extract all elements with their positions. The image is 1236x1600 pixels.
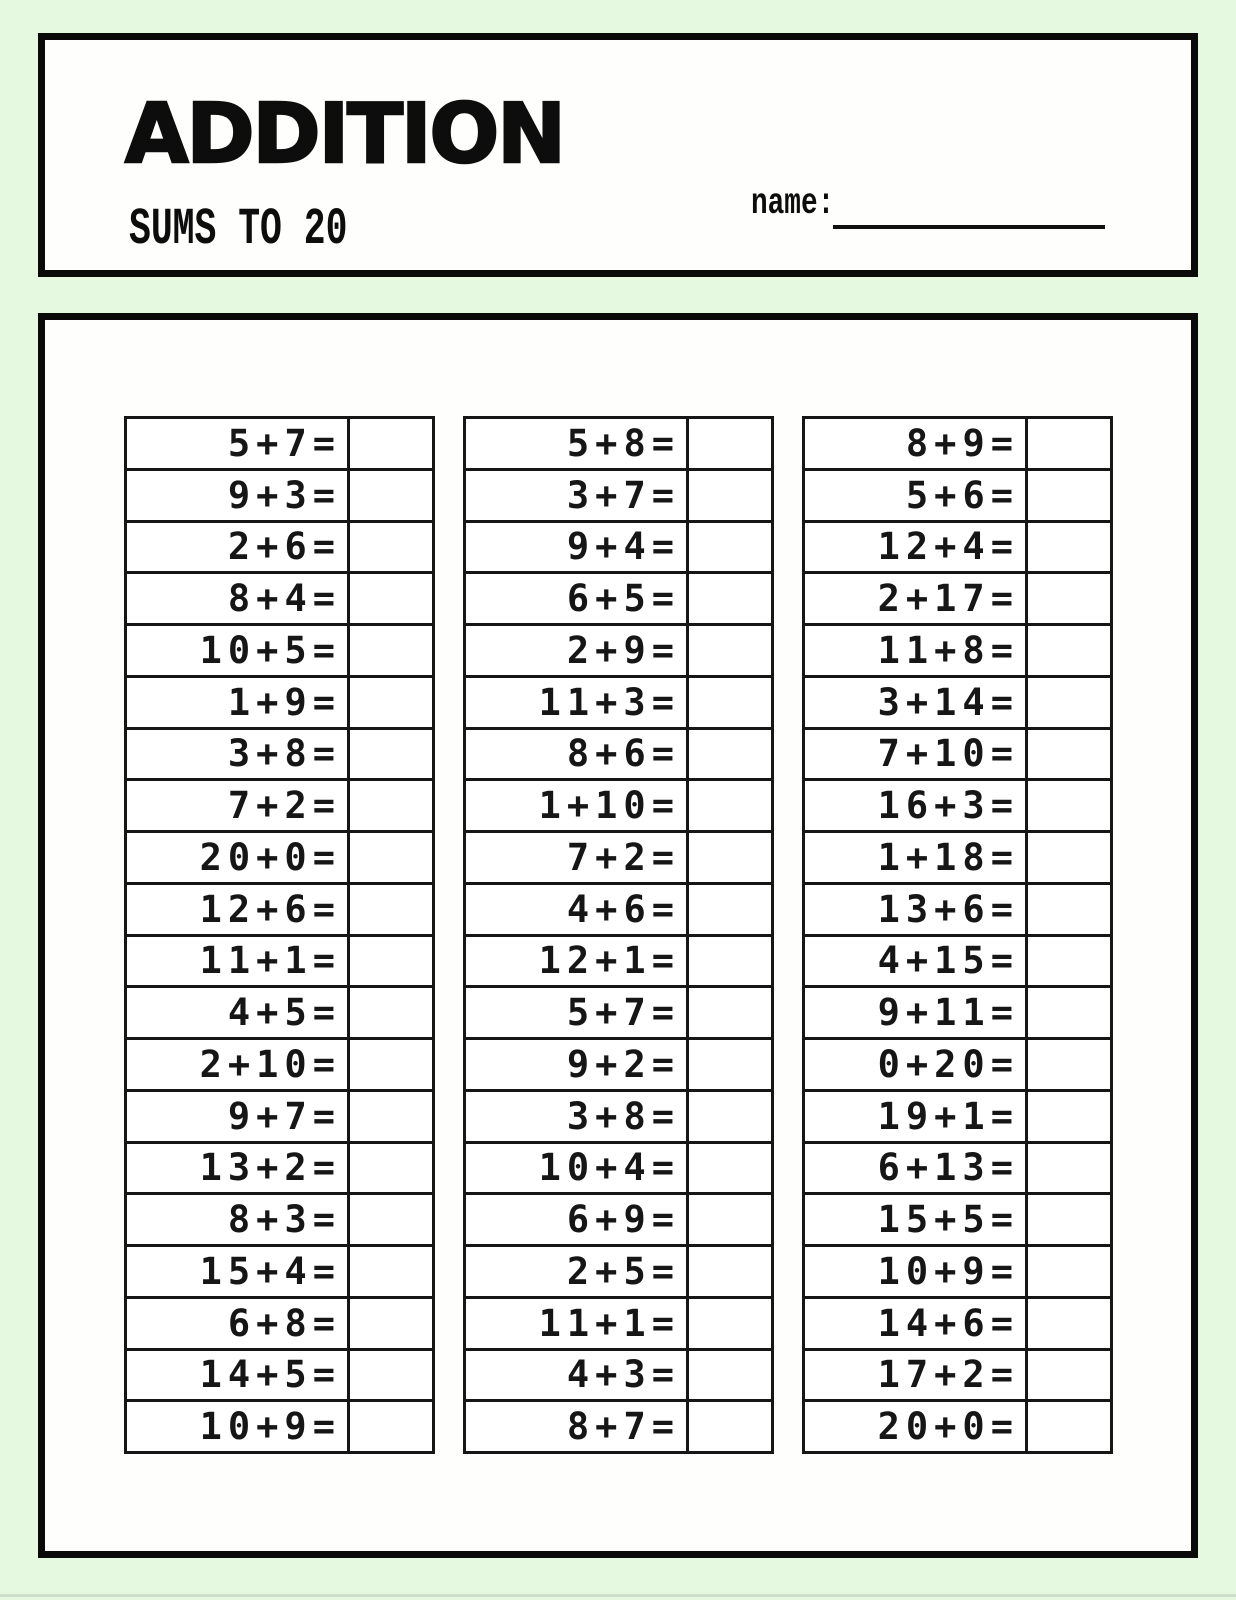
answer-cell[interactable] <box>689 1144 771 1193</box>
problem-text: 12+1= <box>466 937 689 986</box>
problem-row <box>805 678 1110 730</box>
answer-cell[interactable] <box>689 678 771 727</box>
answer-cell[interactable] <box>1028 1092 1110 1141</box>
problem-text: 10+9= <box>805 1247 1028 1296</box>
answer-cell[interactable] <box>1028 1247 1110 1296</box>
problem-row <box>127 988 432 1040</box>
problem-text: 16+3= <box>805 781 1028 830</box>
answer-cell[interactable] <box>689 523 771 572</box>
problem-text: 8+4= <box>127 574 350 623</box>
problem-row <box>466 1402 771 1451</box>
problem-text: 2+10= <box>127 1040 350 1089</box>
problem-text: 6+8= <box>127 1299 350 1348</box>
problem-text: 7+10= <box>805 730 1028 779</box>
answer-cell[interactable] <box>350 988 432 1037</box>
problem-table-2 <box>463 416 774 1454</box>
problem-row <box>127 471 432 523</box>
answer-cell[interactable] <box>350 1351 432 1400</box>
answer-cell[interactable] <box>689 419 771 468</box>
answer-cell[interactable] <box>1028 574 1110 623</box>
answer-cell[interactable] <box>1028 678 1110 727</box>
problem-text: 12+4= <box>805 523 1028 572</box>
answer-cell[interactable] <box>350 885 432 934</box>
problem-row <box>466 1144 771 1196</box>
answer-cell[interactable] <box>689 626 771 675</box>
answer-cell[interactable] <box>689 730 771 779</box>
problem-row <box>466 471 771 523</box>
answer-cell[interactable] <box>689 1092 771 1141</box>
problem-text: 9+3= <box>127 471 350 520</box>
problem-text: 1+18= <box>805 833 1028 882</box>
answer-cell[interactable] <box>350 471 432 520</box>
problem-row <box>805 1092 1110 1144</box>
problem-text: 15+4= <box>127 1247 350 1296</box>
problem-text: 6+13= <box>805 1144 1028 1193</box>
answer-cell[interactable] <box>350 626 432 675</box>
problem-text: 0+20= <box>805 1040 1028 1089</box>
problem-text: 11+1= <box>127 937 350 986</box>
answer-cell[interactable] <box>350 1092 432 1141</box>
problem-row <box>466 574 771 626</box>
problem-text: 2+5= <box>466 1247 689 1296</box>
problem-text: 5+7= <box>127 419 350 468</box>
problem-row <box>466 781 771 833</box>
answer-cell[interactable] <box>1028 937 1110 986</box>
problem-row <box>127 1247 432 1299</box>
problem-row <box>127 1040 432 1092</box>
answer-cell[interactable] <box>350 523 432 572</box>
problem-row <box>466 523 771 575</box>
answer-cell[interactable] <box>689 937 771 986</box>
problem-row <box>127 937 432 989</box>
answer-cell[interactable] <box>350 730 432 779</box>
problem-text: 20+0= <box>805 1402 1028 1451</box>
problem-text: 8+9= <box>805 419 1028 468</box>
problem-row <box>805 833 1110 885</box>
problem-row <box>805 419 1110 471</box>
problem-table-3 <box>802 416 1113 1454</box>
problem-tables <box>124 416 1113 1454</box>
problem-row <box>466 833 771 885</box>
problem-text: 6+5= <box>466 574 689 623</box>
problem-row <box>466 1092 771 1144</box>
problem-row <box>805 1195 1110 1247</box>
problem-text: 4+3= <box>466 1351 689 1400</box>
problem-row <box>805 730 1110 782</box>
problem-text: 11+3= <box>466 678 689 727</box>
answer-cell[interactable] <box>1028 1299 1110 1348</box>
problem-text: 12+6= <box>127 885 350 934</box>
answer-cell[interactable] <box>1028 1195 1110 1244</box>
problem-text: 6+9= <box>466 1195 689 1244</box>
answer-cell[interactable] <box>689 988 771 1037</box>
problem-text: 10+4= <box>466 1144 689 1193</box>
problem-row <box>805 574 1110 626</box>
problem-row <box>127 1351 432 1403</box>
problem-row <box>805 1351 1110 1403</box>
problem-row <box>805 885 1110 937</box>
answer-cell[interactable] <box>350 574 432 623</box>
problem-text: 5+6= <box>805 471 1028 520</box>
problem-row <box>805 1299 1110 1351</box>
problem-row <box>805 523 1110 575</box>
answer-cell[interactable] <box>350 419 432 468</box>
problem-row <box>466 1299 771 1351</box>
problem-text: 9+11= <box>805 988 1028 1037</box>
problem-text: 8+3= <box>127 1195 350 1244</box>
problem-text: 7+2= <box>466 833 689 882</box>
answer-cell[interactable] <box>350 1144 432 1193</box>
problem-row <box>127 419 432 471</box>
problem-row <box>127 523 432 575</box>
problem-text: 1+9= <box>127 678 350 727</box>
problem-text: 8+6= <box>466 730 689 779</box>
answer-cell[interactable] <box>1028 1144 1110 1193</box>
problem-row <box>805 1402 1110 1451</box>
problem-row <box>805 988 1110 1040</box>
problem-text: 10+5= <box>127 626 350 675</box>
problem-row <box>466 1195 771 1247</box>
answer-cell[interactable] <box>1028 833 1110 882</box>
problem-text: 14+5= <box>127 1351 350 1400</box>
page-title: ADDITION <box>125 87 564 182</box>
problem-row <box>127 574 432 626</box>
problem-row <box>127 1195 432 1247</box>
problem-row <box>805 1144 1110 1196</box>
answer-cell[interactable] <box>1028 988 1110 1037</box>
problem-row <box>127 885 432 937</box>
name-label: name: <box>751 183 835 225</box>
answer-cell[interactable] <box>350 781 432 830</box>
problem-text: 5+8= <box>466 419 689 468</box>
problem-text: 4+6= <box>466 885 689 934</box>
problem-text: 3+7= <box>466 471 689 520</box>
answer-cell[interactable] <box>350 1040 432 1089</box>
problem-table-1 <box>124 416 435 1454</box>
problem-text: 3+8= <box>127 730 350 779</box>
problem-row <box>466 1040 771 1092</box>
problem-text: 9+2= <box>466 1040 689 1089</box>
answer-cell[interactable] <box>1028 471 1110 520</box>
problem-text: 5+7= <box>466 988 689 1037</box>
problem-row <box>805 626 1110 678</box>
problem-text: 14+6= <box>805 1299 1028 1348</box>
problem-row <box>127 1092 432 1144</box>
name-input-line[interactable] <box>833 225 1105 229</box>
problem-text: 20+0= <box>127 833 350 882</box>
page-subtitle: SUMS TO 20 <box>129 200 348 259</box>
header-box <box>38 33 1198 277</box>
answer-cell[interactable] <box>689 1299 771 1348</box>
problem-row <box>466 937 771 989</box>
scan-artifact-line <box>0 1594 1236 1597</box>
problem-row <box>127 1402 432 1451</box>
answer-cell[interactable] <box>1028 626 1110 675</box>
problem-text: 15+5= <box>805 1195 1028 1244</box>
answer-cell[interactable] <box>350 1299 432 1348</box>
problem-row <box>466 678 771 730</box>
problem-row <box>466 419 771 471</box>
problem-row <box>466 885 771 937</box>
problem-text: 7+2= <box>127 781 350 830</box>
problem-text: 11+8= <box>805 626 1028 675</box>
answer-cell[interactable] <box>1028 1402 1110 1451</box>
answer-cell[interactable] <box>1028 781 1110 830</box>
problem-row <box>466 988 771 1040</box>
answer-cell[interactable] <box>689 833 771 882</box>
answer-cell[interactable] <box>689 471 771 520</box>
answer-cell[interactable] <box>689 574 771 623</box>
answer-cell[interactable] <box>689 885 771 934</box>
problem-row <box>805 1247 1110 1299</box>
problem-text: 9+7= <box>127 1092 350 1141</box>
problem-text: 3+8= <box>466 1092 689 1141</box>
problem-row <box>466 1351 771 1403</box>
problem-text: 17+2= <box>805 1351 1028 1400</box>
problem-row <box>127 730 432 782</box>
problem-text: 2+17= <box>805 574 1028 623</box>
problem-text: 10+9= <box>127 1402 350 1451</box>
answer-cell[interactable] <box>689 1040 771 1089</box>
answer-cell[interactable] <box>689 1351 771 1400</box>
problem-row <box>805 1040 1110 1092</box>
answer-cell[interactable] <box>689 781 771 830</box>
problem-row <box>805 781 1110 833</box>
problem-row <box>127 678 432 730</box>
problem-text: 19+1= <box>805 1092 1028 1141</box>
answer-cell[interactable] <box>1028 1040 1110 1089</box>
problem-text: 4+5= <box>127 988 350 1037</box>
answer-cell[interactable] <box>1028 730 1110 779</box>
problems-box <box>38 313 1198 1558</box>
problem-text: 13+2= <box>127 1144 350 1193</box>
answer-cell[interactable] <box>689 1247 771 1296</box>
problem-text: 8+7= <box>466 1402 689 1451</box>
answer-cell[interactable] <box>1028 885 1110 934</box>
problem-row <box>127 1144 432 1196</box>
problem-text: 3+14= <box>805 678 1028 727</box>
problem-row <box>127 1299 432 1351</box>
problem-row <box>805 937 1110 989</box>
answer-cell[interactable] <box>350 678 432 727</box>
answer-cell[interactable] <box>350 833 432 882</box>
problem-row <box>466 730 771 782</box>
problem-row <box>127 626 432 678</box>
answer-cell[interactable] <box>350 1247 432 1296</box>
problem-row <box>127 833 432 885</box>
answer-cell[interactable] <box>1028 419 1110 468</box>
problem-text: 11+1= <box>466 1299 689 1348</box>
answer-cell[interactable] <box>350 1195 432 1244</box>
problem-text: 9+4= <box>466 523 689 572</box>
problem-text: 1+10= <box>466 781 689 830</box>
answer-cell[interactable] <box>689 1402 771 1451</box>
problem-row <box>805 471 1110 523</box>
problem-text: 13+6= <box>805 885 1028 934</box>
problem-row <box>466 626 771 678</box>
problem-row <box>466 1247 771 1299</box>
answer-cell[interactable] <box>350 937 432 986</box>
answer-cell[interactable] <box>1028 1351 1110 1400</box>
answer-cell[interactable] <box>350 1402 432 1451</box>
problem-text: 4+15= <box>805 937 1028 986</box>
problem-text: 2+9= <box>466 626 689 675</box>
answer-cell[interactable] <box>689 1195 771 1244</box>
problem-row <box>127 781 432 833</box>
problem-text: 2+6= <box>127 523 350 572</box>
answer-cell[interactable] <box>1028 523 1110 572</box>
